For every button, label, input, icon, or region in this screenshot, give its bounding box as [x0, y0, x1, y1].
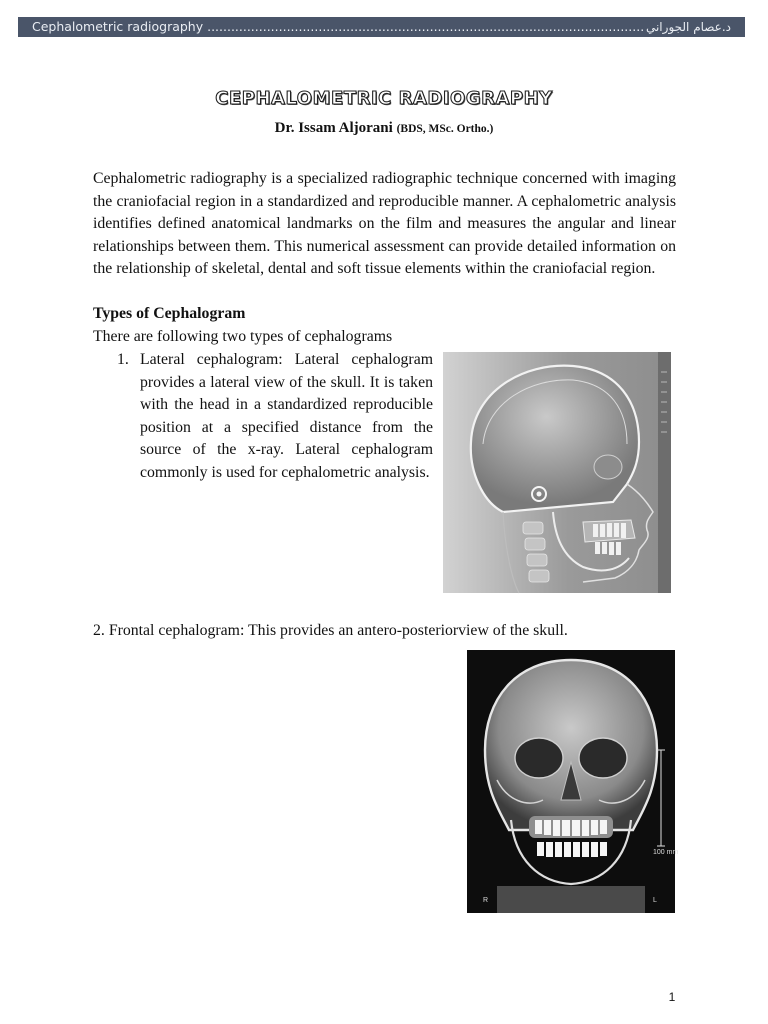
running-header	[18, 17, 745, 37]
lateral-cephalogram-image	[443, 352, 671, 593]
header-right-author: د.عصام الجوراني	[645, 20, 731, 34]
list-item-text: Lateral cephalogram: Lateral cephalogram provides a lateral view of the skull. It is taken with the head in a standardized reproducible position at a specified distance from the source of the x-ray. Lateral cephalogram commonly is used for cephalometric analysis.	[140, 351, 433, 481]
list-item-lateral	[117, 349, 433, 485]
list-item-frontal	[93, 620, 568, 642]
section-intro: There are following two types of cephalograms	[93, 328, 393, 345]
author-credentials: (BDS, MSc. Ortho.)	[396, 123, 494, 135]
list-item-text: Frontal cephalogram: This provides an antero-posteriorview of the skull.	[108, 622, 568, 639]
list-number: 2.	[93, 622, 105, 639]
frontal-skull-xray-graphic	[467, 650, 679, 913]
scale-label: 100 mm	[653, 849, 679, 856]
document-title: CEPHALOMETRIC RADIOGRAPHY	[215, 88, 553, 109]
frontal-cephalogram-image	[467, 650, 679, 913]
header-left-title: Cephalometric radiography ..............................................................................................................	[32, 19, 645, 34]
author-line	[0, 120, 768, 137]
section-heading: Types of Cephalogram	[93, 305, 246, 322]
author-name: Dr. Issam Aljorani	[274, 120, 393, 136]
list-number: 1.	[117, 351, 129, 368]
left-side-label: L	[653, 897, 657, 904]
intro-paragraph: Cephalometric radiography is a specialized radiographic technique concerned with imaging the craniofacial region in a standardized and reproducible manner. A cephalometric analysis identifies defined anatomical landmarks on the film and measures the angular and linear relationships between them. This numerical assessment can provide detailed information on the relationship of skeletal, dental and soft tissue elements within the craniofacial region.	[93, 170, 676, 278]
page-number: 1	[668, 990, 676, 1004]
lateral-skull-xray-graphic	[443, 352, 671, 593]
right-side-label: R	[483, 897, 489, 904]
